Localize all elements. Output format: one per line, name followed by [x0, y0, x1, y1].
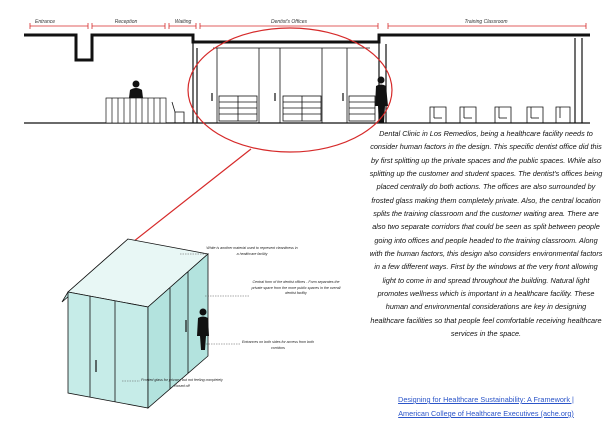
zone-label-reception: Reception	[114, 19, 138, 25]
annotation-entrances: Entrances on both sides for access from both corridors	[241, 340, 315, 350]
zone-label-training-classroom: Training Classroom	[464, 19, 508, 25]
source-link-line2[interactable]: American College of Healthcare Executives (ache.org)	[398, 409, 574, 418]
annotation-central-form: Central form of the dentist offices - Form separates the private space from the more public spaces in the overall dentist facility	[251, 280, 341, 295]
zone-label-waiting: Waiting	[174, 19, 192, 25]
dentist-offices	[212, 48, 375, 123]
receptionist-figure	[129, 81, 143, 99]
roof-outline	[24, 35, 590, 60]
source-link-line1[interactable]: Designing for Healthcare Sustainability: A Framework |	[398, 395, 574, 404]
waiting-chair	[172, 102, 184, 123]
annotation-frosted-glass: Frosted glass for privacy, but not feeling completely closed off	[141, 378, 223, 388]
reception-desk	[106, 98, 166, 123]
highlight-callout	[124, 28, 392, 249]
description-paragraph: Dental Clinic in Los Remedios, being a healthcare facility needs to consider human factors in the design. This specific dentist office did this by first splitting up the private spaces and the public spaces. While also splitting up the customer and student spaces. The dentist's offices being placed centrally do both actions. The offices are also surrounded by frosted glass making them completely private. Also, the central location splits the training classroom and the customer waiting area. There are also two separate corridors that could be seen as split between people going into offices and people headed to the training classroom. Along with the human factors, this design also considers environmental factors in a few different ways. First by the windows at the very front allowing light to come in and spread throughout the building. Natural light promotes wellness which is important in a healthcare facility. These human and environmental considerations are key in designing healthcare facilities so that people feel comfortable receiving healthcare services in the space.	[369, 129, 603, 339]
classroom-desks	[430, 107, 570, 123]
annotation-white-material: White is another material used to represent cleanliness in a healthcare facility	[206, 246, 298, 256]
zone-label-entrance: Entrance	[34, 19, 56, 25]
zone-label-dentist-offices: Dentist's Offices	[271, 19, 307, 25]
